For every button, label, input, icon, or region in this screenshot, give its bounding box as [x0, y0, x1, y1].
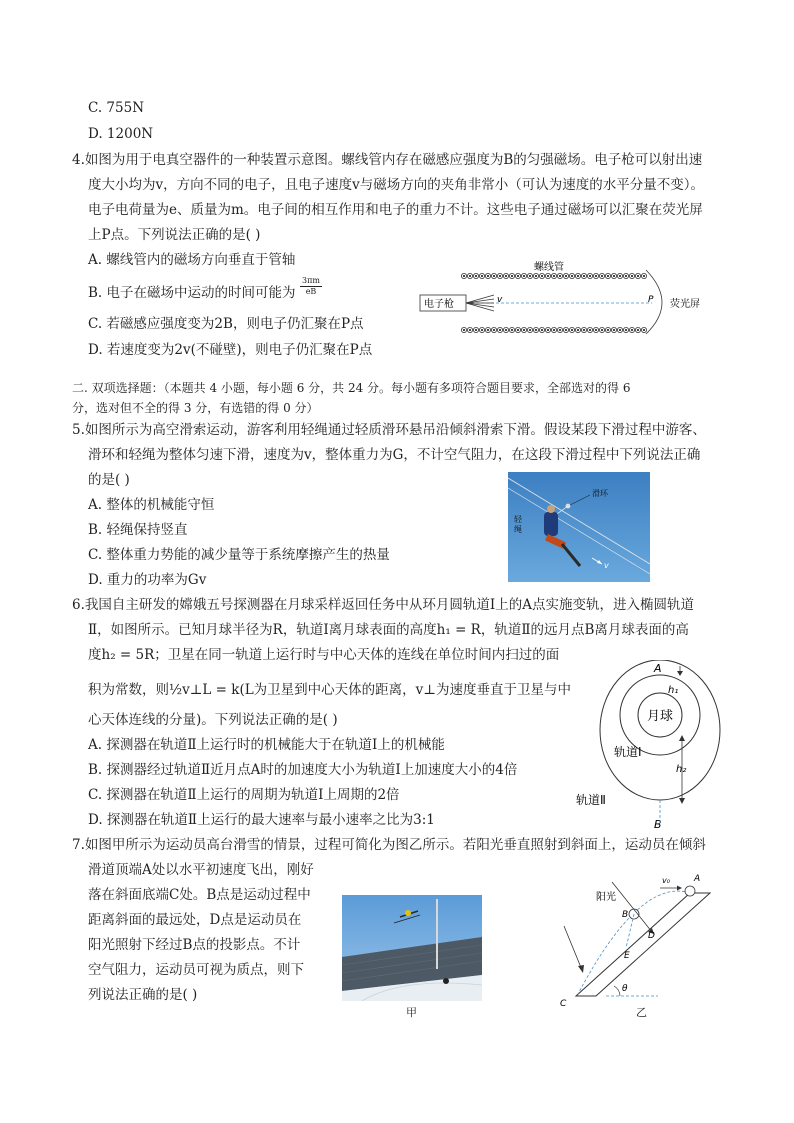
caption-yi: 乙 — [636, 1006, 647, 1019]
q6-option-d: D. 探测器在轨道Ⅱ上运行的最大速率与最小速率之比为3:1 — [88, 812, 435, 828]
coil-dot — [499, 275, 500, 276]
q7-stem-line3: 落在斜面底端C处。B点是运动过程中 — [88, 887, 311, 903]
coil-dot — [631, 275, 632, 276]
sunlight-label: 阳光 — [596, 892, 616, 903]
point-a-label: A — [654, 662, 662, 675]
q6-stem-line3: 度h₂ = 5R；卫星在同一轨道上运行时与中心天体的连线在单位时间内扫过的面 — [88, 647, 560, 663]
screen-label: 荧光屏 — [670, 299, 700, 310]
zipline-photo — [508, 472, 650, 582]
coil-dot — [583, 329, 584, 330]
solenoid-label: 螺线管 — [534, 262, 564, 273]
coil-dot — [637, 329, 638, 330]
point-d-label: D — [648, 931, 655, 941]
coil-dot — [469, 275, 470, 276]
slip-ring-label: 滑环 — [592, 489, 608, 498]
coil-dot — [517, 275, 518, 276]
coil-dot — [541, 329, 542, 330]
orbit-i-label: 轨道Ⅰ — [614, 745, 642, 759]
coil-dot — [469, 329, 470, 330]
coil-dot — [511, 275, 512, 276]
coil-dot — [625, 329, 626, 330]
coil-dot — [481, 329, 482, 330]
coil-dot — [565, 329, 566, 330]
coil-dot — [583, 275, 584, 276]
coil-dot — [505, 329, 506, 330]
coil-dot — [589, 329, 590, 330]
electron-gun-label: 电子枪 — [424, 299, 454, 310]
q6-option-b: B. 探测器经过轨道Ⅱ近月点A时的加速度大小为轨道Ⅰ上加速度大小的4倍 — [88, 762, 518, 778]
coil-dot — [589, 275, 590, 276]
coil-dot — [565, 275, 566, 276]
q5-stem-line3: 的是( ) — [88, 472, 130, 488]
coil-dot — [517, 329, 518, 330]
rope-label-2: 绳 — [514, 525, 522, 534]
coil-dot — [529, 329, 530, 330]
coil-dot — [643, 275, 644, 276]
point-e-label: E — [624, 951, 630, 961]
fraction-numerator: 3πm — [300, 276, 322, 287]
q6-stem-line2: Ⅱ，如图所示。已知月球半径为R，轨道Ⅰ离月球表面的高度h₁ = R，轨道Ⅱ的远月点B离月球表面的高 — [88, 622, 689, 638]
coil-dot — [571, 275, 572, 276]
point-a-label: A — [694, 874, 701, 884]
coil-dot — [463, 329, 464, 330]
jumper-at-a — [685, 886, 695, 896]
q6-stem-line5: 心天体连线的分量)。下列说法正确的是( ) — [88, 712, 338, 728]
coil-dot — [481, 275, 482, 276]
zipline-velocity-label: v — [604, 561, 609, 570]
rope-label-1: 轻 — [514, 515, 522, 524]
coil-dot — [487, 329, 488, 330]
q4-option-b: B. 电子在磁场中运动的时间可能为 — [88, 285, 296, 301]
coil-dot — [559, 275, 560, 276]
coil-dot — [499, 329, 500, 330]
coil-dot — [547, 329, 548, 330]
q7-stem-line2: 滑道顶端A处以水平初速度飞出，刚好 — [88, 862, 314, 878]
q6-stem-line4: 积为常数，则½v⊥L = k(L为卫星到中心天体的距离，v⊥为速度垂直于卫星与中 — [88, 682, 571, 698]
q7-stem-line1: 7.如图甲所示为运动员高台滑雪的情景，过程可简化为图乙所示。若阳光垂直照射到斜面上，运动员在倾斜 — [72, 837, 706, 853]
q6-stem-line1: 6.我国自主研发的嫦娥五号探测器在月球采样返回任务中从环月圆轨道Ⅰ上的A点实施变轨，进入椭圆轨道 — [72, 597, 694, 613]
sunlight-ray — [612, 882, 652, 932]
q4-option-c: C. 若磁感应强度变为2B，则电子仍汇聚在P点 — [88, 316, 364, 332]
coil-dot — [577, 275, 578, 276]
q4-option-d: D. 若速度变为2v(不碰壁)，则电子仍汇聚在P点 — [88, 342, 373, 358]
coil-dot — [559, 329, 560, 330]
coil-dot — [571, 329, 572, 330]
coil-dot — [487, 275, 488, 276]
coil-dot — [607, 329, 608, 330]
slope-diagram — [540, 862, 720, 1020]
q5-option-d: D. 重力的功率为Gv — [88, 572, 207, 588]
rider-body — [544, 512, 558, 536]
q5-stem-line1: 5.如图所示为高空滑索运动，游客利用轻绳通过轻质滑环悬吊沿倾斜滑索下滑。假设某段下滑过程中游客、 — [72, 422, 706, 438]
coil-dot — [535, 275, 536, 276]
q4-solenoid-figure — [416, 258, 716, 338]
q5-option-a: A. 整体的机械能守恒 — [88, 497, 215, 513]
slope-surface — [576, 893, 710, 996]
coil-dot — [553, 275, 554, 276]
solenoid-top-coils — [461, 273, 646, 278]
q7-stem-line7: 列说法正确的是( ) — [88, 987, 198, 1003]
coil-dot — [523, 329, 524, 330]
q7-stem-line6: 空气阻力，运动员可视为质点，则下 — [88, 962, 304, 978]
solenoid-bottom-coils — [461, 327, 646, 332]
moon-label: 月球 — [647, 709, 674, 724]
q5-option-b: B. 轻绳保持竖直 — [88, 522, 188, 538]
coil-dot — [541, 275, 542, 276]
q3-option-c: C. 755N — [88, 100, 145, 116]
section2-header-line1: 二. 双项选择题：（本题共 4 小题，每小题 6 分，共 24 分。每小题有多项符合题目要求，全部选对的得 6 — [72, 381, 631, 395]
coil-dot — [619, 275, 620, 276]
coil-dot — [643, 329, 644, 330]
coil-dot — [463, 275, 464, 276]
caption-jia: 甲 — [406, 1006, 417, 1019]
coil-dot — [631, 329, 632, 330]
coil-dot — [577, 329, 578, 330]
q5-stem-line2: 滑环和轻绳为整体匀速下滑，速度为v，整体重力为G，不计空气阻力，在这段下滑过程中下列说法正确 — [88, 447, 701, 463]
coil-dot — [529, 275, 530, 276]
coil-dot — [601, 329, 602, 330]
point-b-label: B — [654, 818, 662, 830]
ski-jump-photo — [342, 895, 482, 1001]
orbit-ii-label: 轨道Ⅱ — [576, 793, 606, 807]
coil-dot — [625, 275, 626, 276]
h1-label: h₁ — [668, 685, 679, 696]
orbit-ii-ellipse — [600, 660, 720, 800]
coil-dot — [547, 275, 548, 276]
velocity-label: v — [497, 295, 503, 305]
point-p-label: P — [648, 295, 654, 305]
coil-dot — [493, 329, 494, 330]
coil-dot — [613, 329, 614, 330]
coil-dot — [613, 275, 614, 276]
v0-label: v₀ — [662, 876, 670, 885]
point-c-label: C — [560, 999, 567, 1009]
q4-option-a: A. 螺线管内的磁场方向垂直于管轴 — [88, 252, 296, 268]
coil-dot — [595, 329, 596, 330]
velocity-arrows — [466, 295, 494, 311]
q6-option-a: A. 探测器在轨道Ⅱ上运行时的机械能大于在轨道Ⅰ上的机械能 — [88, 737, 445, 753]
coil-dot — [511, 329, 512, 330]
coil-dot — [619, 329, 620, 330]
coil-dot — [553, 329, 554, 330]
coil-dot — [607, 275, 608, 276]
coil-dot — [595, 275, 596, 276]
coil-dot — [493, 275, 494, 276]
q4-stem-line1: 4.如图为用于电真空器件的一种装置示意图。螺线管内存在磁感应强度为B的匀强磁场。电子枪可以射出速 — [72, 152, 703, 168]
q3-option-d: D. 1200N — [88, 126, 154, 142]
q4-stem-line2: 度大小均为v，方向不同的电子，且电子速度v与磁场方向的夹角非常小（可认为速度的水平分量不变）。 — [88, 177, 705, 193]
coil-dot — [637, 275, 638, 276]
section2-header-line2: 分，选对但不全的得 3 分，有选错的得 0 分） — [72, 401, 319, 415]
coil-dot — [601, 275, 602, 276]
q4-stem-line4: 上P点。下列说法正确的是( ) — [88, 227, 261, 243]
q4-stem-line3: 电子电荷量为e、质量为m。电子间的相互作用和电子的重力不计。这些电子通过磁场可以汇聚在荧光屏 — [88, 202, 703, 218]
orbit-figure — [570, 660, 730, 830]
coil-dot — [475, 275, 476, 276]
q4-option-b-fraction — [300, 276, 322, 297]
h2-label: h₂ — [676, 764, 687, 775]
q7-stem-line4: 距离斜面的最远处，D点是运动员在 — [88, 912, 302, 928]
fraction-denominator: eB — [305, 287, 317, 296]
q6-option-c: C. 探测器在轨道Ⅱ上运行的周期为轨道Ⅰ上周期的2倍 — [88, 787, 400, 803]
coil-dot — [523, 275, 524, 276]
q5-option-c: C. 整体重力势能的减少量等于系统摩擦产生的热量 — [88, 547, 390, 563]
coil-dot — [535, 329, 536, 330]
theta-label: θ — [622, 984, 628, 994]
coil-dot — [505, 275, 506, 276]
point-b-label: B — [622, 910, 629, 920]
q7-stem-line5: 阳光照射下经过B点的投影点。不计 — [88, 937, 301, 953]
coil-dot — [475, 329, 476, 330]
